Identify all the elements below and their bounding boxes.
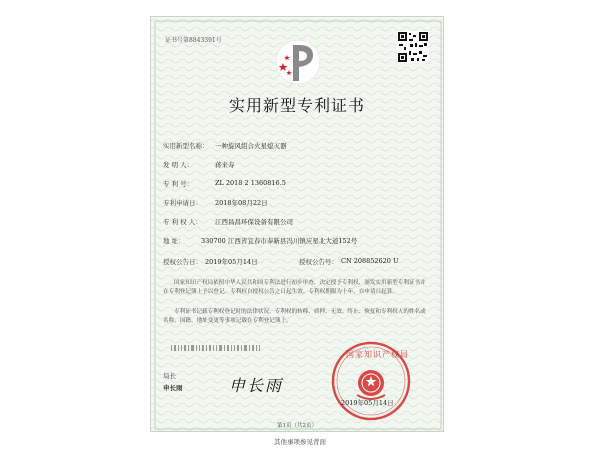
inventor-label: 发 明 人：: [163, 161, 194, 169]
name-value: 一种旋风组合火星熄灭器: [215, 142, 287, 150]
patentee-label: 专 利 权 人：: [163, 218, 202, 226]
filing-date-value: 2018年08月22日: [215, 199, 268, 207]
address-value: 330700 江西省宜春市奉新县冯川镇应星北大道152号: [201, 237, 358, 245]
filing-date-label: 专利申请日：: [163, 199, 202, 207]
grant-no-label: 授权公告号：: [299, 258, 338, 266]
signature-title: 局长: [163, 372, 176, 380]
paragraph-1: 国家知识产权局依照中华人民共和国专利法进行初步审查，决定授予专利权，颁发实用新型专利证书并在专利登记簿上予以登记。专利权自授权公告之日起生效。专利权期限为十年，自申请日起算。: [163, 280, 426, 295]
patent-no-value: ZL 2018 2 1360816.5: [215, 179, 286, 187]
page-footer: 第1页（共2页）: [277, 423, 317, 429]
cert-number: 证书号第8843391号: [165, 37, 222, 44]
grant-date-label: 授权公告日：: [163, 258, 202, 266]
footer-note: 其他事项参见背面: [274, 438, 326, 446]
address-label: 地 址：: [163, 237, 185, 245]
barcode-strip: [171, 345, 261, 351]
grant-no-value: CN 208852620 U: [341, 257, 399, 265]
patentee-value: 江西昌昌环保设备有限公司: [215, 218, 293, 226]
qr-code-icon: [397, 31, 429, 63]
signature-name: 申长雨: [163, 384, 183, 392]
patent-no-label: 专 利 号：: [163, 180, 194, 188]
cnipa-logo-icon: [273, 37, 323, 87]
paragraph-2: 专利证书记载专利权登记时的法律状况。专利权的转移、质押、无效、终止、恢复和专利权人的姓名或名称、国籍、地址变更等事项记载在专利登记簿上。: [163, 309, 426, 324]
name-label: 实用新型名称：: [163, 142, 209, 150]
seal-date: 2019年05月14日: [341, 399, 394, 407]
inventor-value: 蒋来寿: [215, 161, 235, 169]
certificate-title: 实用新型专利证书: [228, 96, 365, 115]
grant-date-value: 2019年05月14日: [205, 258, 258, 266]
handwritten-signature: 申长雨: [229, 376, 284, 395]
seal-text: 国家知识产权局: [346, 350, 409, 359]
patent-certificate: [150, 16, 444, 432]
